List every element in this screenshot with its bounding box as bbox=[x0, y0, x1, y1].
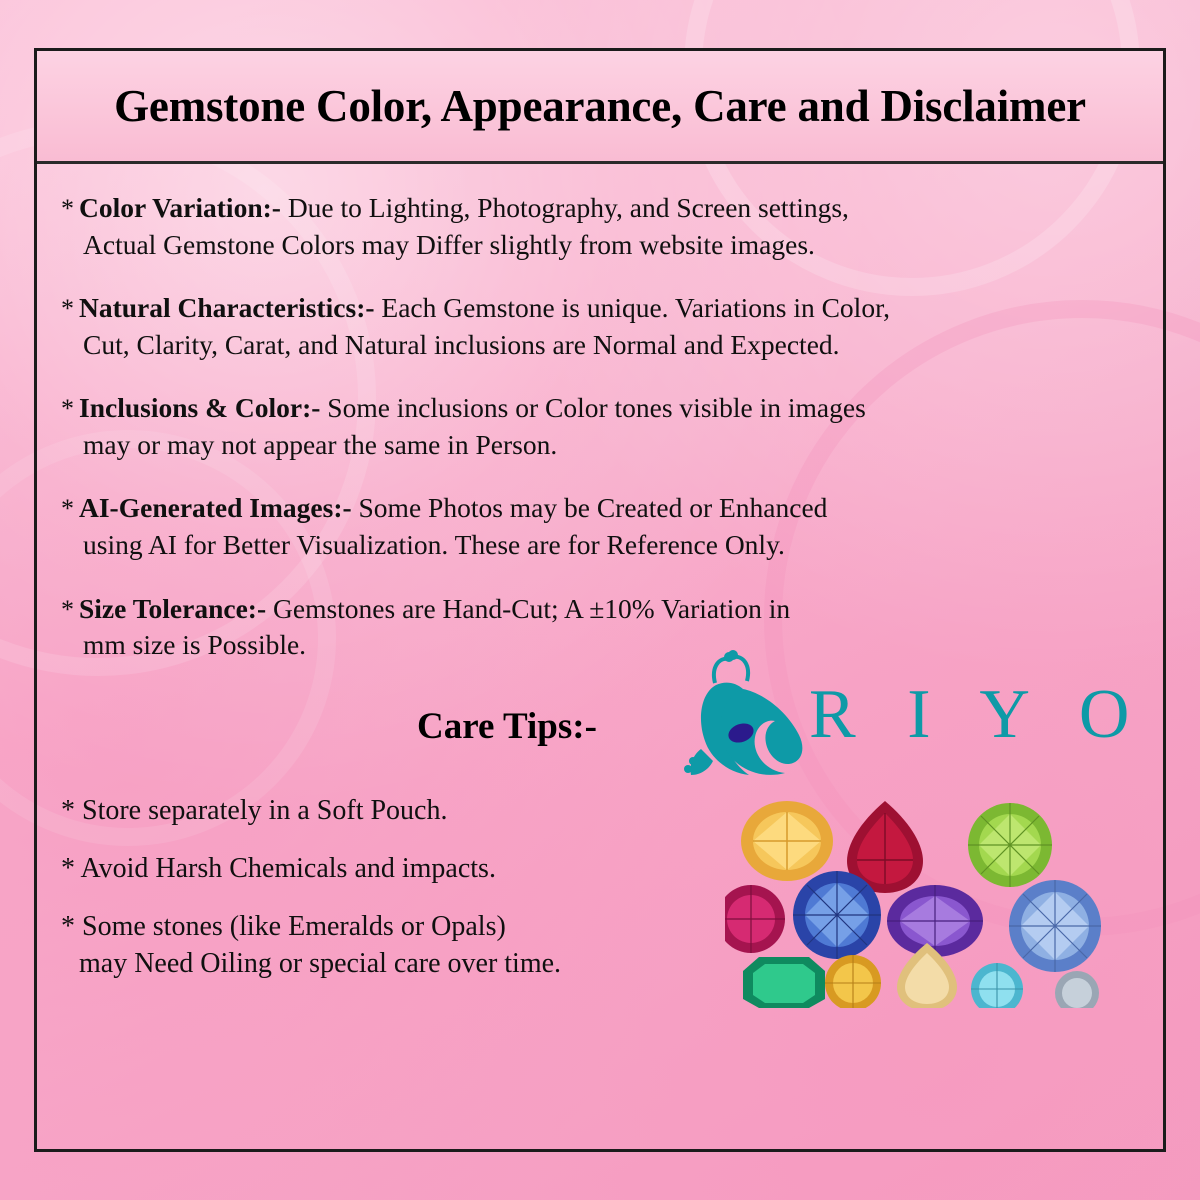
bullet-star-icon: * bbox=[61, 294, 74, 324]
list-item-text: Some inclusions or Color tones visible in images bbox=[320, 392, 866, 424]
list-item bbox=[61, 190, 1139, 263]
list-item-text-line2: may or may not appear the same in Person. bbox=[83, 428, 558, 460]
bullet-star-icon: * bbox=[61, 594, 74, 624]
list-item-lead: Natural Characteristics:- bbox=[79, 292, 375, 324]
brand-name: R I Y O bbox=[809, 675, 1147, 753]
list-item-text-line2: using AI for Better Visualization. These are for Reference Only. bbox=[83, 529, 785, 560]
list-item-lead: Size Tolerance:- bbox=[79, 592, 267, 624]
list-item-lead: Inclusions & Color:- bbox=[79, 392, 321, 424]
list-item bbox=[61, 909, 761, 982]
list-item-text-line2: Cut, Clarity, Carat, and Natural inclusions are Normal and Expected. bbox=[83, 328, 840, 360]
content-card bbox=[34, 48, 1166, 1152]
tip-text: Avoid Harsh Chemicals and impacts. bbox=[75, 853, 496, 885]
list-item bbox=[61, 490, 1139, 563]
list-item bbox=[61, 851, 761, 887]
list-item-text: Each Gemstone is unique. Variations in Color, bbox=[374, 292, 890, 324]
page-title: Gemstone Color, Appearance, Care and Disclaimer bbox=[114, 81, 1086, 131]
bullet-star-icon: * bbox=[61, 194, 74, 223]
bullet-star-icon: * bbox=[61, 911, 75, 943]
care-tips-header-row bbox=[61, 675, 1147, 781]
list-item bbox=[61, 390, 1139, 463]
tip-text: Store separately in a Soft Pouch. bbox=[75, 794, 448, 826]
gemstones-cluster-image bbox=[725, 793, 1155, 1008]
care-tips-heading: Care Tips:- bbox=[417, 705, 597, 747]
bullet-star-icon: * bbox=[61, 494, 74, 524]
list-item-text-line2: mm size is Possible. bbox=[83, 629, 307, 661]
list-item-text: Due to Lighting, Photography, and Screen settings, bbox=[280, 192, 849, 223]
disclaimer-section bbox=[37, 164, 1163, 1014]
tip-text-line2: may Need Oiling or special care over time. bbox=[79, 947, 562, 979]
list-item-text: Gemstones are Hand-Cut; A ±10% Variation in bbox=[266, 592, 791, 624]
list-item bbox=[61, 290, 1139, 363]
bullet-star-icon: * bbox=[61, 853, 75, 885]
list-item bbox=[61, 793, 761, 829]
title-band bbox=[37, 51, 1163, 164]
list-item-lead: AI-Generated Images:- bbox=[79, 492, 352, 524]
riyo-logo bbox=[661, 639, 1191, 789]
tip-text: Some stones (like Emeralds or Opals) bbox=[75, 911, 506, 943]
bullet-star-icon: * bbox=[61, 794, 75, 826]
list-item-text: Some Photos may be Created or Enhanced bbox=[351, 492, 828, 524]
list-item-lead: Color Variation:- bbox=[79, 192, 281, 223]
bullet-star-icon: * bbox=[61, 394, 74, 424]
list-item-text-line2: Actual Gemstone Colors may Differ slightly from website images. bbox=[83, 228, 815, 260]
